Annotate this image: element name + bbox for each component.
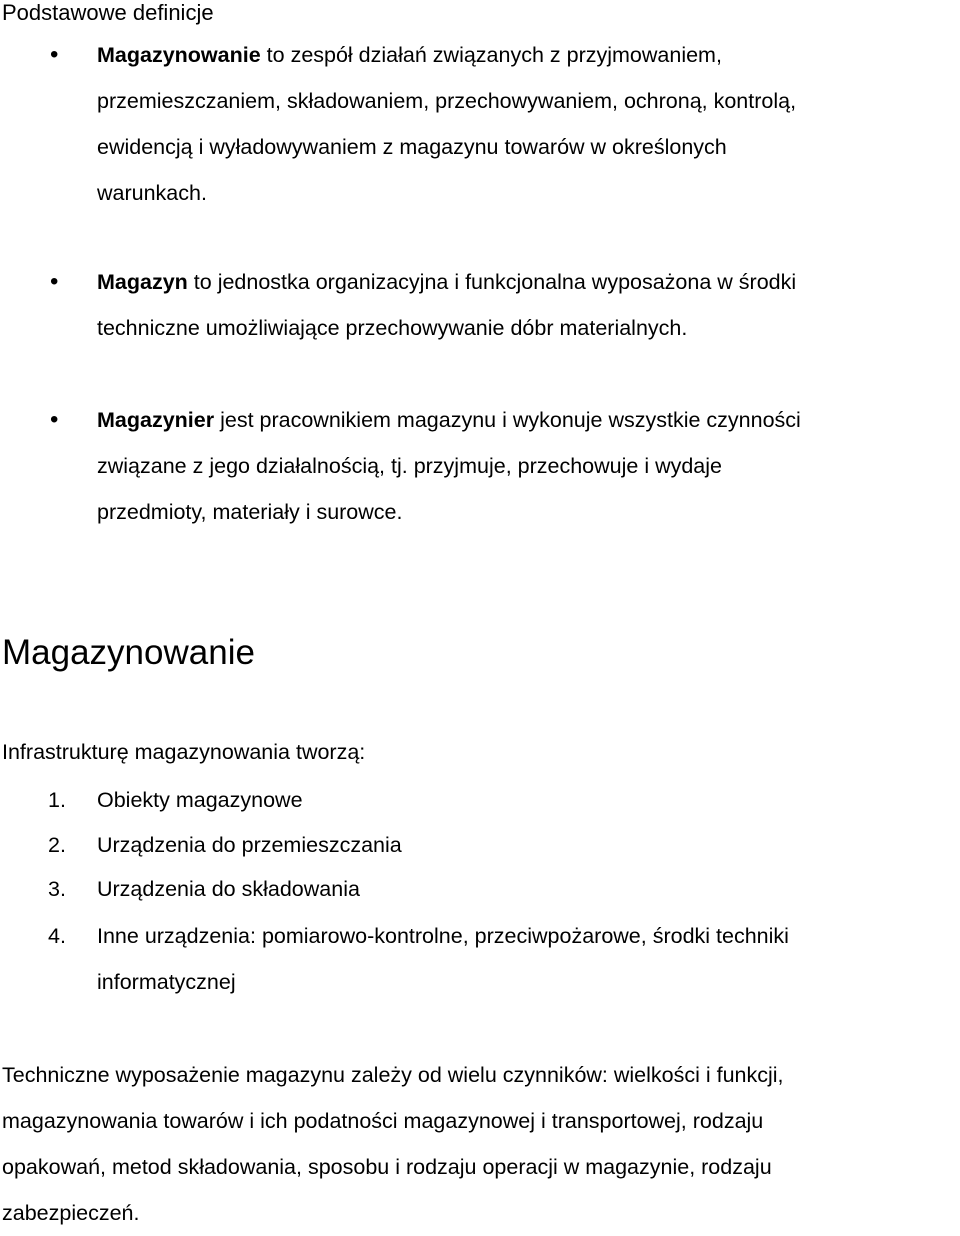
definition-text (97, 397, 957, 535)
definition-line-text: to jednostka organizacyjna i funkcjonalna wyposażona w środki (187, 270, 797, 294)
definition-line (97, 32, 957, 78)
paragraph-line: magazynowania towarów i ich podatności magazynowej i transportowej, rodzaju (2, 1109, 764, 1133)
paragraph-line: Techniczne wyposażenie magazynu zależy od wielu czynników: wielkości i funkcji, (2, 1063, 784, 1087)
list-item-text: Urządzenia do przemieszczania (97, 833, 402, 857)
definition-term: Magazyn (97, 270, 188, 294)
definition-line-text: jest pracownikiem magazynu i wykonuje wszystkie czynności (214, 408, 801, 432)
list-item-number: 4. (48, 924, 66, 948)
definition-line (97, 397, 957, 443)
list-item-number: 2. (48, 833, 66, 857)
list-item-text: Inne urządzenia: pomiarowo-kontrolne, przeciwpożarowe, środki techniki (97, 924, 789, 948)
bullet-icon: • (50, 268, 59, 295)
definition-text (97, 259, 957, 351)
paragraph-line: opakowań, metod składowania, sposobu i rodzaju operacji w magazynie, rodzaju (2, 1155, 772, 1179)
closing-paragraph (2, 1052, 958, 1236)
paragraph-line: zabezpieczeń. (2, 1201, 140, 1225)
list-item-number: 1. (48, 788, 66, 812)
definition-line (97, 259, 957, 305)
definition-line: warunkach. (97, 181, 207, 205)
bullet-icon: • (50, 406, 59, 433)
section-heading: Magazynowanie (2, 633, 255, 672)
definition-term: Magazynowanie (97, 43, 261, 67)
definition-text (97, 32, 957, 216)
definition-term: Magazynier (97, 408, 215, 432)
infrastructure-intro: Infrastrukturę magazynowania tworzą: (2, 740, 366, 764)
bullet-icon: • (50, 41, 59, 68)
page-title: Podstawowe definicje (2, 0, 214, 25)
list-item-text: Obiekty magazynowe (97, 788, 303, 812)
definition-line: przemieszczaniem, składowaniem, przechowywaniem, ochroną, kontrolą, (97, 89, 797, 113)
list-item-number: 3. (48, 877, 66, 901)
list-item-text: informatycznej (97, 970, 236, 994)
definition-line: przedmioty, materiały i surowce. (97, 500, 403, 524)
list-item-text: Urządzenia do składowania (97, 877, 360, 901)
definition-line: techniczne umożliwiające przechowywanie dóbr materialnych. (97, 316, 688, 340)
definition-line: ewidencją i wyładowywaniem z magazynu towarów w określonych (97, 135, 727, 159)
definition-line: związane z jego działalnością, tj. przyjmuje, przechowuje i wydaje (97, 454, 722, 478)
definition-line-text: to zespół działań związanych z przyjmowaniem, (260, 43, 722, 67)
